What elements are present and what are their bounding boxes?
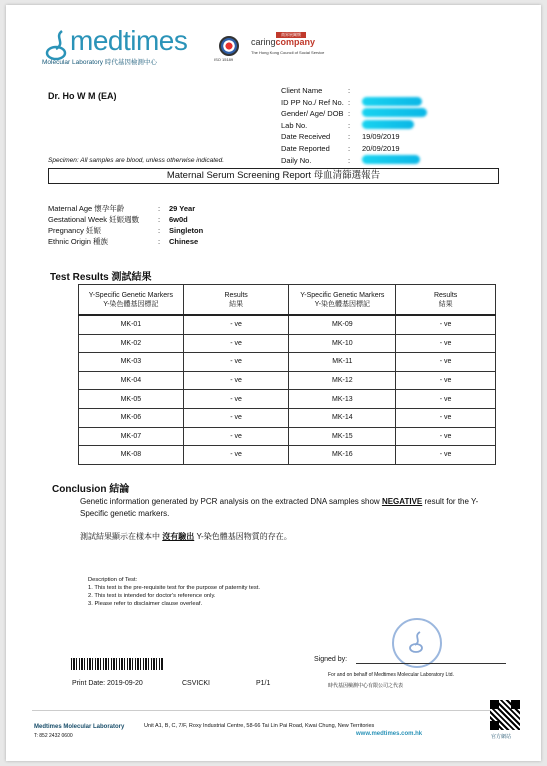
- conclusion-chinese: 測試結果顯示在樣本中 沒有驗出 Y-染色體基因物質的存在。: [80, 532, 292, 541]
- marker-cell: MK-08: [79, 446, 184, 465]
- result-cell: - ve: [183, 446, 289, 465]
- on-behalf-text-zh: 時代基因檢測中心有限公司之代表: [328, 683, 404, 689]
- redacted-value: [362, 120, 414, 129]
- table-row: [79, 334, 496, 353]
- result-cell: - ve: [183, 315, 289, 334]
- page-number: P1/1: [256, 680, 271, 687]
- barcode-icon: [71, 658, 163, 670]
- maternal-field-label: Gestational Week 妊娠週數: [48, 215, 140, 224]
- patient-field-row: Lab No. :: [281, 120, 427, 132]
- test-description: Description of Test: 1. This test is the pre-requisite test for the purpose of paternity test. 2. This test is intended for doctor's reference only. 3. Please refer to disclaimer clause overleaf.: [88, 577, 260, 607]
- maternal-field-value: 6w0d: [169, 215, 188, 224]
- result-cell: - ve: [183, 353, 289, 372]
- marker-cell: MK-06: [79, 408, 184, 427]
- marker-cell: MK-10: [289, 334, 396, 353]
- marker-cell: MK-05: [79, 390, 184, 409]
- doctor-name: Dr. Ho W M (EA): [48, 91, 117, 101]
- header-result-1: Results 結果: [183, 285, 289, 316]
- marker-cell: MK-13: [289, 390, 396, 409]
- marker-cell: MK-11: [289, 353, 396, 372]
- maternal-field-row: Pregnancy 妊娠 : Singleton: [48, 226, 204, 235]
- accreditation-caption: ISO 15189: [214, 57, 234, 62]
- patient-field-row: Client Name :: [281, 85, 427, 97]
- footer-telephone: T: 852 2432 0600: [34, 733, 73, 739]
- result-cell: - ve: [396, 315, 496, 334]
- redacted-value: [362, 155, 420, 164]
- marker-cell: MK-07: [79, 427, 184, 446]
- result-cell: - ve: [396, 408, 496, 427]
- result-cell: - ve: [396, 446, 496, 465]
- result-cell: - ve: [396, 390, 496, 409]
- patient-field-row: ID PP No./ Ref No. :: [281, 97, 427, 109]
- specimen-note: Specimen: All samples are blood, unless otherwise indicated.: [48, 157, 225, 164]
- marker-cell: MK-12: [289, 371, 396, 390]
- footer-address: Unit A1, B, C, 7/F, Roxy Industrial Centre, 58-66 Tai Lin Pai Road, Kwai Chung, New Territories: [144, 723, 375, 729]
- report-title: Maternal Serum Screening Report 母血清篩選報告: [48, 168, 499, 184]
- maternal-field-row: Gestational Week 妊娠週數 : 6w0d: [48, 215, 188, 224]
- patient-field-row: Date Received : 19/09/2019: [281, 132, 400, 142]
- test-results-heading: Test Results 測試結果: [50, 272, 152, 283]
- marker-cell: MK-01: [79, 315, 184, 334]
- conclusion-english: Genetic information generated by PCR analysis on the extracted DNA samples show NEGATIVE result for the Y-Specific genetic markers.: [80, 497, 479, 518]
- caring-caption: The Hong Kong Council of Social Service: [251, 50, 325, 55]
- patient-field-value: 19/09/2019: [362, 132, 400, 142]
- maternal-field-value: 29 Year: [169, 204, 196, 213]
- marker-cell: MK-09: [289, 315, 396, 334]
- signed-by-label: Signed by:: [314, 656, 348, 663]
- result-cell: - ve: [396, 334, 496, 353]
- conclusion-heading: Conclusion 結論: [52, 484, 130, 495]
- result-cell: - ve: [183, 408, 289, 427]
- patient-field-label: Daily No.: [281, 155, 312, 165]
- on-behalf-text: For and on behalf of Medtimes Molecular Laboratory Ltd.: [328, 672, 454, 678]
- redacted-value: [362, 97, 422, 106]
- header-result-2: Results 結果: [396, 285, 496, 316]
- table-row: [79, 353, 496, 372]
- marker-cell: MK-04: [79, 371, 184, 390]
- result-cell: - ve: [183, 390, 289, 409]
- patient-field-row: Gender/ Age/ DOB :: [281, 108, 427, 120]
- footer-divider: [32, 710, 516, 711]
- patient-info: [281, 85, 427, 166]
- accreditation-seal-icon: [219, 36, 239, 56]
- redacted-value: [362, 108, 427, 117]
- qr-caption: 官方網站: [491, 734, 512, 740]
- patient-field-label: ID PP No./ Ref No.: [281, 97, 344, 107]
- logo-subtitle: Molecular Laboratory 時代基因檢測中心: [42, 59, 157, 66]
- result-cell: - ve: [183, 371, 289, 390]
- patient-field-label: Gender/ Age/ DOB: [281, 109, 344, 119]
- header-marker-2: Y-Specific Genetic Markers Y-染色體基因標記: [289, 285, 396, 316]
- caring-badge: 商界展關懷: [276, 32, 306, 38]
- result-cell: - ve: [396, 371, 496, 390]
- print-date: Print Date: 2019-09-20: [72, 680, 143, 687]
- table-row: [79, 315, 496, 334]
- marker-cell: MK-15: [289, 427, 396, 446]
- result-cell: - ve: [396, 427, 496, 446]
- maternal-field-value: Singleton: [169, 226, 204, 235]
- patient-field-value: 20/09/2019: [362, 143, 400, 153]
- maternal-field-label: Ethnic Origin 種族: [48, 237, 109, 246]
- logo-text: medtimes: [70, 25, 188, 56]
- footer-lab-name: Medtimes Molecular Laboratory: [34, 724, 125, 730]
- report-page: [6, 5, 541, 761]
- table-row: [79, 390, 496, 409]
- patient-field-label: Lab No.: [281, 120, 308, 130]
- redacted-value: [362, 85, 402, 94]
- maternal-field-label: Maternal Age 懷孕年齡: [48, 204, 125, 213]
- maternal-info: [48, 203, 203, 247]
- table-row: [79, 371, 496, 390]
- result-cell: - ve: [396, 353, 496, 372]
- marker-cell: MK-02: [79, 334, 184, 353]
- caring-company-logo: caringcompany: [251, 37, 316, 47]
- table-row: [79, 408, 496, 427]
- qr-code-icon[interactable]: [490, 700, 520, 730]
- lab-stamp-icon: [392, 618, 442, 668]
- footer-website-link[interactable]: www.medtimes.com.hk: [356, 731, 423, 737]
- marker-cell: MK-03: [79, 353, 184, 372]
- maternal-field-row: Maternal Age 懷孕年齡 : 29 Year: [48, 204, 196, 213]
- table-row: [79, 427, 496, 446]
- marker-cell: MK-14: [289, 408, 396, 427]
- print-user: CSVICKI: [182, 680, 211, 687]
- table-row: [79, 446, 496, 465]
- header-marker-1: Y-Specific Genetic Markers Y-染色體基因標記: [79, 285, 184, 316]
- marker-cell: MK-16: [289, 446, 396, 465]
- maternal-field-value: Chinese: [169, 237, 199, 246]
- patient-field-label: Client Name: [281, 86, 323, 95]
- patient-field-row: Daily No. :: [281, 155, 427, 167]
- maternal-field-label: Pregnancy 妊娠: [48, 226, 101, 235]
- results-table: [78, 284, 496, 465]
- patient-field-label: Date Received: [281, 132, 331, 142]
- result-cell: - ve: [183, 334, 289, 353]
- patient-field-row: Date Reported : 20/09/2019: [281, 143, 400, 153]
- patient-field-label: Date Reported: [281, 143, 330, 153]
- result-cell: - ve: [183, 427, 289, 446]
- signature-line: [356, 663, 506, 664]
- maternal-field-row: Ethnic Origin 種族 : Chinese: [48, 237, 199, 246]
